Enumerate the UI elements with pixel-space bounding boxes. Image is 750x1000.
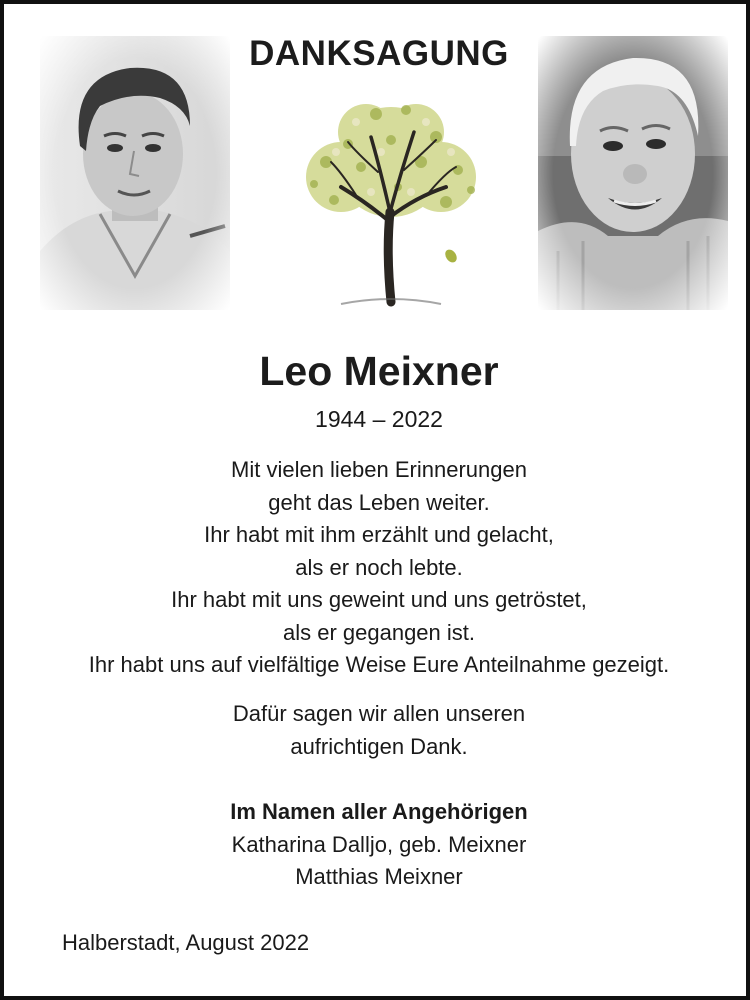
poem-line: Ihr habt mit ihm erzählt und gelacht, [204,522,554,547]
poem-line: Ihr habt uns auf vielfältige Weise Eure Anteilnahme gezeigt. [88,652,670,677]
young-man-portrait [40,36,230,310]
poem-line: geht das Leben weiter. [268,489,490,515]
family-heading: Im Namen aller Angehörigen [230,799,528,824]
poem-line: als er noch lebte. [295,554,463,580]
deceased-name: Leo Meixner [259,348,499,394]
tree-illustration-icon [286,92,496,310]
poem-line: als er gegangen ist. [282,619,476,645]
life-dates: 1944 – 2022 [315,406,443,432]
thanks-line: Dafür sagen wir allen unseren [232,701,526,726]
family-member: Matthias Meixner [295,864,463,889]
poem-line: Mit vielen lieben Erinnerungen [231,457,527,482]
poem-block [4,454,750,682]
thanks-block [4,698,750,763]
thanks-line: aufrichtigen Dank. [290,733,468,759]
elderly-man-portrait [538,36,728,310]
notice-title: DANKSAGUNG [249,34,509,73]
family-member: Katharina Dalljo, geb. Meixner [231,831,527,857]
family-block [4,796,750,894]
place-date: Halberstadt, August 2022 [62,930,310,955]
poem-line: Ihr habt mit uns geweint und uns getröstet, [171,587,587,612]
